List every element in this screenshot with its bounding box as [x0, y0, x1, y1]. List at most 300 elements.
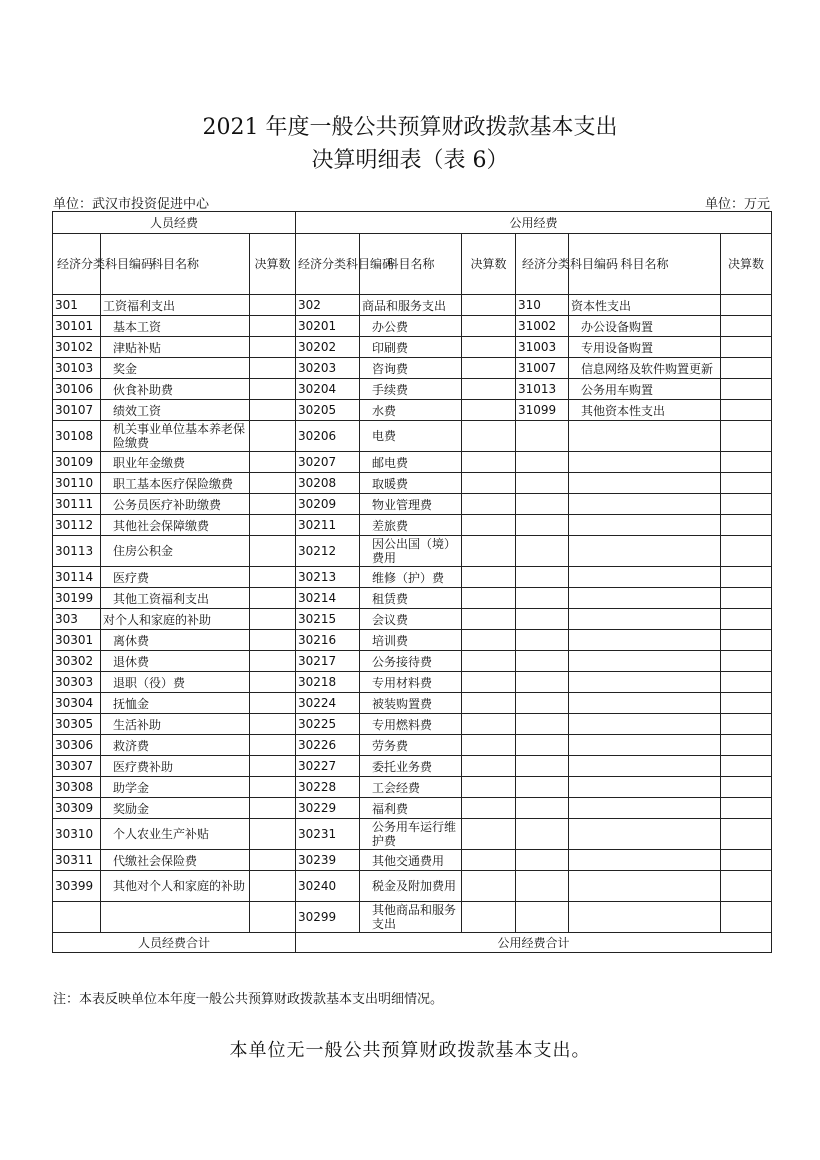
row-code: 30113: [53, 536, 101, 567]
row-name: 办公设备购置: [569, 316, 721, 337]
row-code: [516, 609, 569, 630]
table-row: [53, 295, 772, 316]
row-amount: [721, 536, 772, 567]
header-name: 科目名称: [569, 234, 721, 295]
row-code: 31007: [516, 358, 569, 379]
row-amount: [462, 379, 516, 400]
table-row: [53, 316, 772, 337]
row-amount: [250, 358, 296, 379]
row-code: 30101: [53, 316, 101, 337]
total-personnel-label: 人员经费合计: [53, 933, 296, 953]
row-name: 住房公积金: [101, 536, 250, 567]
row-code: 301: [53, 295, 101, 316]
row-amount: [462, 871, 516, 902]
table-row: [53, 651, 772, 672]
row-amount: [721, 295, 772, 316]
row-code: 30302: [53, 651, 101, 672]
row-name: 奖励金: [101, 798, 250, 819]
row-amount: [462, 452, 516, 473]
row-name: 津贴补贴: [101, 337, 250, 358]
row-name: 印刷费: [360, 337, 462, 358]
row-name: 培训费: [360, 630, 462, 651]
row-name: 税金及附加费用: [360, 871, 462, 902]
row-amount: [721, 714, 772, 735]
row-name: 公务用车运行维护费: [360, 819, 462, 850]
row-code: 30301: [53, 630, 101, 651]
row-code: 303: [53, 609, 101, 630]
table-row: [53, 567, 772, 588]
row-code: 30225: [296, 714, 360, 735]
row-amount: [721, 850, 772, 871]
row-amount: [721, 567, 772, 588]
row-name: 办公费: [360, 316, 462, 337]
row-amount: [721, 452, 772, 473]
row-amount: [721, 609, 772, 630]
row-code: 30212: [296, 536, 360, 567]
row-code: [516, 756, 569, 777]
row-name: 个人农业生产补贴: [101, 819, 250, 850]
row-amount: [721, 494, 772, 515]
row-code: [516, 494, 569, 515]
row-name: 基本工资: [101, 316, 250, 337]
row-amount: [250, 693, 296, 714]
row-amount: [250, 421, 296, 452]
row-amount: [462, 609, 516, 630]
table-row: [53, 672, 772, 693]
row-amount: [462, 756, 516, 777]
row-name: 被装购置费: [360, 693, 462, 714]
row-code: 30231: [296, 819, 360, 850]
row-name: 物业管理费: [360, 494, 462, 515]
row-amount: [462, 295, 516, 316]
row-amount: [721, 379, 772, 400]
row-amount: [462, 777, 516, 798]
row-name: [569, 798, 721, 819]
row-code: 30229: [296, 798, 360, 819]
row-amount: [721, 871, 772, 902]
row-code: 30299: [296, 902, 360, 933]
row-code: 30303: [53, 672, 101, 693]
row-name: 电费: [360, 421, 462, 452]
row-code: [516, 798, 569, 819]
table-row: [53, 421, 772, 452]
row-amount: [721, 735, 772, 756]
row-name: 对个人和家庭的补助: [101, 609, 250, 630]
row-name: 代缴社会保险费: [101, 850, 250, 871]
row-code: 30111: [53, 494, 101, 515]
row-amount: [250, 473, 296, 494]
row-name: 信息网络及软件购置更新: [569, 358, 721, 379]
row-code: 30204: [296, 379, 360, 400]
row-code: 30201: [296, 316, 360, 337]
row-amount: [462, 316, 516, 337]
row-amount: [250, 819, 296, 850]
row-code: 30205: [296, 400, 360, 421]
row-code: 310: [516, 295, 569, 316]
row-amount: [250, 494, 296, 515]
row-amount: [250, 871, 296, 902]
header-code: 经济分类科目编码: [516, 234, 569, 295]
row-code: 30199: [53, 588, 101, 609]
row-code: 30224: [296, 693, 360, 714]
row-name: 劳务费: [360, 735, 462, 756]
row-amount: [250, 567, 296, 588]
row-name: 专用设备购置: [569, 337, 721, 358]
row-name: 维修（护）费: [360, 567, 462, 588]
row-name: [569, 651, 721, 672]
row-name: 其他工资福利支出: [101, 588, 250, 609]
row-name: [569, 850, 721, 871]
row-amount: [721, 515, 772, 536]
row-code: 30214: [296, 588, 360, 609]
table-row: [53, 494, 772, 515]
row-name: [569, 421, 721, 452]
header-code: 经济分类科目编码: [296, 234, 360, 295]
table-row: [53, 850, 772, 871]
row-code: 31002: [516, 316, 569, 337]
row-name: [569, 609, 721, 630]
row-code: 30208: [296, 473, 360, 494]
row-code: [516, 850, 569, 871]
row-name: 会议费: [360, 609, 462, 630]
row-amount: [250, 316, 296, 337]
row-code: [516, 630, 569, 651]
row-name: [569, 756, 721, 777]
row-code: [516, 536, 569, 567]
table-row: [53, 630, 772, 651]
row-name: [569, 714, 721, 735]
row-amount: [462, 651, 516, 672]
row-name: 公务员医疗补助缴费: [101, 494, 250, 515]
table-row: [53, 714, 772, 735]
header-name: 科目名称: [101, 234, 250, 295]
row-name: 退休费: [101, 651, 250, 672]
unit-organization: 单位：武汉市投资促进中心: [53, 197, 210, 212]
table-row: [53, 400, 772, 421]
row-code: 30399: [53, 871, 101, 902]
header-code: 经济分类科目编码: [53, 234, 101, 295]
row-name: [101, 902, 250, 933]
row-name: 绩效工资: [101, 400, 250, 421]
row-name: [569, 494, 721, 515]
row-code: 30102: [53, 337, 101, 358]
row-code: [516, 567, 569, 588]
row-amount: [462, 735, 516, 756]
row-amount: [462, 358, 516, 379]
row-code: 30306: [53, 735, 101, 756]
row-name: 医疗费补助: [101, 756, 250, 777]
row-name: 差旅费: [360, 515, 462, 536]
total-public-label: 公用经费合计: [296, 933, 772, 953]
table-note: 注：本表反映单位本年度一般公共预算财政拨款基本支出明细情况。: [53, 992, 444, 1007]
row-amount: [462, 672, 516, 693]
row-name: 租赁费: [360, 588, 462, 609]
row-amount: [250, 379, 296, 400]
row-amount: [462, 421, 516, 452]
row-amount: [721, 798, 772, 819]
row-amount: [250, 609, 296, 630]
row-code: 30239: [296, 850, 360, 871]
row-name: 其他资本性支出: [569, 400, 721, 421]
row-code: 30203: [296, 358, 360, 379]
row-name: 商品和服务支出: [360, 295, 462, 316]
row-name: 专用燃料费: [360, 714, 462, 735]
row-name: [569, 871, 721, 902]
unit-currency: 单位：万元: [704, 197, 770, 212]
row-amount: [250, 672, 296, 693]
header-amount: 决算数: [721, 234, 772, 295]
row-code: 30112: [53, 515, 101, 536]
totals-row: [53, 933, 772, 953]
row-name: [569, 452, 721, 473]
row-name: 邮电费: [360, 452, 462, 473]
row-code: 31099: [516, 400, 569, 421]
row-name: 公务接待费: [360, 651, 462, 672]
row-amount: [462, 630, 516, 651]
row-amount: [721, 630, 772, 651]
row-name: 其他交通费用: [360, 850, 462, 871]
row-code: 30108: [53, 421, 101, 452]
no-expenditure-statement: 本单位无一般公共预算财政拨款基本支出。: [229, 1040, 591, 1061]
row-amount: [250, 337, 296, 358]
row-code: 30103: [53, 358, 101, 379]
row-amount: [250, 295, 296, 316]
row-name: [569, 536, 721, 567]
row-code: 30209: [296, 494, 360, 515]
row-amount: [250, 756, 296, 777]
row-name: 资本性支出: [569, 295, 721, 316]
row-amount: [250, 536, 296, 567]
row-code: 30109: [53, 452, 101, 473]
title-line-2: 决算明细表（表 6）: [311, 148, 509, 173]
row-code: 30308: [53, 777, 101, 798]
row-amount: [721, 421, 772, 452]
row-name: 抚恤金: [101, 693, 250, 714]
row-name: [569, 588, 721, 609]
row-code: 30305: [53, 714, 101, 735]
row-amount: [462, 536, 516, 567]
row-name: [569, 902, 721, 933]
row-code: 30240: [296, 871, 360, 902]
row-code: [516, 735, 569, 756]
row-code: 30307: [53, 756, 101, 777]
row-amount: [462, 850, 516, 871]
table-row: [53, 735, 772, 756]
table-row: [53, 452, 772, 473]
row-amount: [721, 693, 772, 714]
table-row: [53, 379, 772, 400]
row-name: 助学金: [101, 777, 250, 798]
row-name: 工资福利支出: [101, 295, 250, 316]
row-name: [569, 693, 721, 714]
row-amount: [250, 400, 296, 421]
row-amount: [250, 452, 296, 473]
row-name: 其他商品和服务支出: [360, 902, 462, 933]
header-amount: 决算数: [250, 234, 296, 295]
row-code: [516, 515, 569, 536]
row-name: 医疗费: [101, 567, 250, 588]
table-row: [53, 358, 772, 379]
row-code: [516, 672, 569, 693]
row-amount: [250, 630, 296, 651]
row-code: [516, 588, 569, 609]
row-code: [516, 651, 569, 672]
row-amount: [721, 672, 772, 693]
row-amount: [721, 400, 772, 421]
row-code: 30206: [296, 421, 360, 452]
row-name: 退职（役）费: [101, 672, 250, 693]
row-name: [569, 672, 721, 693]
row-name: 福利费: [360, 798, 462, 819]
row-code: 30213: [296, 567, 360, 588]
row-amount: [250, 714, 296, 735]
row-code: [516, 871, 569, 902]
row-amount: [721, 651, 772, 672]
row-code: 30304: [53, 693, 101, 714]
table-row: [53, 693, 772, 714]
row-code: [516, 693, 569, 714]
row-name: 生活补助: [101, 714, 250, 735]
row-amount: [250, 651, 296, 672]
row-code: [516, 421, 569, 452]
row-amount: [721, 756, 772, 777]
row-amount: [250, 515, 296, 536]
row-amount: [462, 798, 516, 819]
row-code: [516, 714, 569, 735]
table-row: [53, 515, 772, 536]
row-code: [53, 902, 101, 933]
row-amount: [250, 777, 296, 798]
row-code: [516, 473, 569, 494]
row-name: 公务用车购置: [569, 379, 721, 400]
header-name: 科目名称: [360, 234, 462, 295]
row-code: [516, 777, 569, 798]
row-name: 专用材料费: [360, 672, 462, 693]
row-name: 机关事业单位基本养老保险缴费: [101, 421, 250, 452]
row-code: 30311: [53, 850, 101, 871]
table-row: [53, 798, 772, 819]
row-code: 30217: [296, 651, 360, 672]
table-row: [53, 902, 772, 933]
row-code: 30211: [296, 515, 360, 536]
row-name: 咨询费: [360, 358, 462, 379]
row-name: 手续费: [360, 379, 462, 400]
group-header-personnel: 人员经费: [53, 212, 296, 234]
row-code: 30107: [53, 400, 101, 421]
title-line-1: 2021 年度一般公共预算财政拨款基本支出: [202, 115, 618, 140]
row-code: 31003: [516, 337, 569, 358]
row-amount: [721, 902, 772, 933]
row-name: 因公出国（境）费用: [360, 536, 462, 567]
row-amount: [462, 567, 516, 588]
row-name: 其他社会保障缴费: [101, 515, 250, 536]
table-row: [53, 609, 772, 630]
row-name: 取暖费: [360, 473, 462, 494]
row-name: [569, 819, 721, 850]
row-code: 30114: [53, 567, 101, 588]
table-row: [53, 588, 772, 609]
row-amount: [721, 588, 772, 609]
row-code: 302: [296, 295, 360, 316]
row-code: 30106: [53, 379, 101, 400]
table-row: [53, 473, 772, 494]
row-amount: [721, 316, 772, 337]
row-code: [516, 819, 569, 850]
row-name: [569, 777, 721, 798]
row-name: 工会经费: [360, 777, 462, 798]
row-amount: [462, 400, 516, 421]
row-code: 30110: [53, 473, 101, 494]
row-amount: [462, 515, 516, 536]
row-amount: [462, 693, 516, 714]
group-header-public: 公用经费: [296, 212, 772, 234]
row-name: 水费: [360, 400, 462, 421]
row-amount: [462, 337, 516, 358]
row-name: [569, 630, 721, 651]
row-amount: [250, 850, 296, 871]
row-code: 30310: [53, 819, 101, 850]
row-name: [569, 515, 721, 536]
header-amount: 决算数: [462, 234, 516, 295]
row-amount: [721, 777, 772, 798]
row-code: [516, 452, 569, 473]
row-amount: [250, 902, 296, 933]
table-row: [53, 871, 772, 902]
row-code: 30215: [296, 609, 360, 630]
row-code: [516, 902, 569, 933]
row-code: 30218: [296, 672, 360, 693]
row-amount: [721, 819, 772, 850]
row-name: 奖金: [101, 358, 250, 379]
row-amount: [250, 735, 296, 756]
row-amount: [462, 588, 516, 609]
row-amount: [721, 473, 772, 494]
row-amount: [250, 798, 296, 819]
row-amount: [462, 494, 516, 515]
table-row: [53, 536, 772, 567]
row-code: 30216: [296, 630, 360, 651]
row-name: 委托业务费: [360, 756, 462, 777]
row-amount: [462, 902, 516, 933]
row-name: 职工基本医疗保险缴费: [101, 473, 250, 494]
row-amount: [250, 588, 296, 609]
table-row: [53, 819, 772, 850]
row-name: 其他对个人和家庭的补助: [101, 871, 250, 902]
table-row: [53, 777, 772, 798]
expenditure-table: [52, 211, 772, 953]
row-amount: [721, 358, 772, 379]
row-code: 30309: [53, 798, 101, 819]
row-amount: [462, 473, 516, 494]
row-name: 伙食补助费: [101, 379, 250, 400]
row-name: [569, 473, 721, 494]
row-name: [569, 735, 721, 756]
row-name: 救济费: [101, 735, 250, 756]
row-amount: [462, 714, 516, 735]
row-amount: [721, 337, 772, 358]
row-code: 31013: [516, 379, 569, 400]
row-name: [569, 567, 721, 588]
row-code: 30227: [296, 756, 360, 777]
row-code: 30202: [296, 337, 360, 358]
row-name: 离休费: [101, 630, 250, 651]
row-amount: [462, 819, 516, 850]
table-row: [53, 756, 772, 777]
row-code: 30207: [296, 452, 360, 473]
row-code: 30226: [296, 735, 360, 756]
table-row: [53, 337, 772, 358]
row-name: 职业年金缴费: [101, 452, 250, 473]
